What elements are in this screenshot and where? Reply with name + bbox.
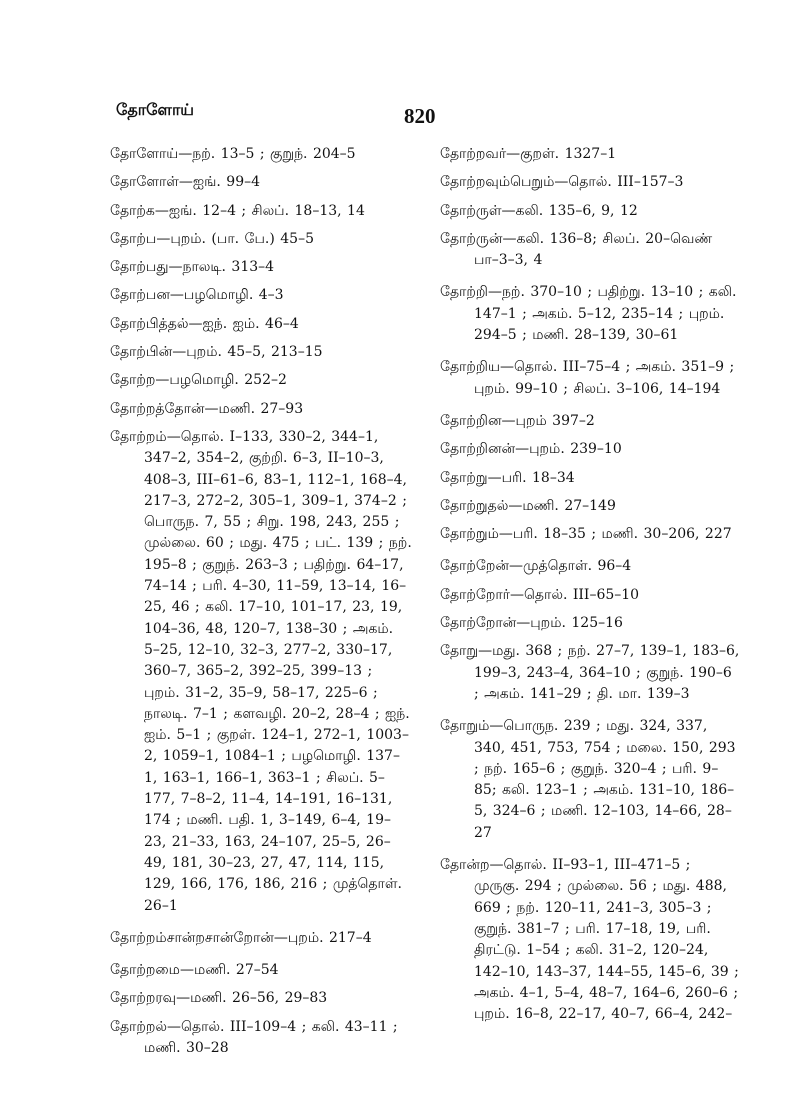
index-entry: தோறும்—பொருந. 239 ; மது. 324, 337, 340, 451, 753, 754 ; மலை. 150, 293 ; நற். 165–6 ; குறுந். 320–4 ; பரி. 9–85; கலி. 123–1 ; அகம். 131–10, 186–5, 324–6 ; மணி. 12–103, 14–66, 28–27 (440, 718, 736, 841)
index-entry: தோற்ப—புறம். (பா. பே.) 45–5 (110, 230, 314, 247)
index-entry: தோற்றம்சான்றசான்றோன்—புறம். 217–4 (110, 929, 372, 946)
index-entry: தோற்றினன்—புறம். 239–10 (440, 441, 622, 458)
index-entry: தோற்ருன்—கலி. 136–8; சிலப். 20–வெண் பா–3–3, 4 (440, 230, 713, 269)
index-entry: தோற்றுதல்—மணி. 27–149 (440, 497, 616, 514)
index-entry: தோற்றேன்—முத்தொள். 96–4 (440, 558, 632, 575)
index-entry: தோற்றவும்பெறும்—தொல். III–157–3 (440, 174, 684, 191)
index-entry: தோற்பின்—புறம். 45–5, 213–15 (110, 344, 323, 361)
index-entry: தோற்க—ஐங். 12–4 ; சிலப். 18–13, 14 (110, 202, 365, 219)
right-column (440, 144, 740, 1036)
index-entry: தோற்றோர்—தொல். III–65–10 (440, 586, 640, 603)
index-entry: தோளோய்—நற். 13–5 ; குறுந். 204–5 (110, 146, 356, 162)
index-entry: தோற்றரவு—மணி. 26–56, 29–83 (110, 990, 328, 1007)
index-entry: தோற்றவர்—குறள். 1327–1 (440, 146, 617, 162)
index-entry: தோற்பன—பழமொழி. 4–3 (110, 287, 284, 304)
index-entry: தோற்றமை—மணி. 27–54 (110, 962, 279, 979)
index-entry: தோற்றிய—தொல். III–75–4 ; அகம். 351–9 ; புறம். 99–10 ; சிலப். 3–106, 14–194 (440, 359, 735, 397)
running-head: தோளோய் (116, 100, 195, 119)
index-entry: தோற்பித்தல்—ஐந். ஐம். 46–4 (110, 315, 299, 332)
index-entry: தோற்றின—புறம் 397–2 (440, 412, 595, 429)
index-entry: தோற்றல்—தொல். III–109–4 ; கலி. 43–11 ; மணி. 30–28 (110, 1018, 398, 1056)
index-entry: தோற்றத்தோன்—மணி. 27–93 (110, 400, 304, 417)
index-entry: தோற்ருள்—கலி. 135–6, 9, 12 (440, 202, 638, 219)
index-entry: தோற்றம்—தொல். I–133, 330–2, 344–1, 347–2, 354–2, குற்றி. 6–3, II–10–3, 408–3, III–61–6, 83–1, 112–1, 168–4, 217–3, 272–2, 305–1, 309–1, 374–2 ; பொருந. 7, 55 ; சிறு. 198, 243, 255 ; முல்லை. 60 ; மது. 475 ; பட். 139 ; நற். 195–8 ; குறுந். 263–3 ; பதிற்று. 64–17, 74–14 ; பரி. 4–30, 11–59, 13–14, 16–25, 46 ; கலி. 17–10, 101–17, 23, 19, 104–36, 48, 120–7, 138–30 ; அகம். 5–25, 12–10, 32–3, 277–2, 330–17, 360–7, 365–2, 392–25, 399–13 ; புறம். 31–2, 35–9, 58–17, 225–6 ; நாலடி. 7–1 ; களவழி. 20–2, 28–4 ; ஐந். ஐம். 5–1 ; குறள். 124–1, 272–1, 1003–2, 1059–1, 1084–1 ; பழமொழி. 137–1, 163–1, 166–1, 363–1 ; சிலப். 5–177, 7–8–2, 11–4, 14–191, 16–131, 174 ; மணி. பதி. 1, 3–149, 6–4, 19–23, 21–33, 163, 24–107, 25–5, 26–49, 181, 30–23, 27, 47, 114, 115, 129, 166, 176, 186, 216 ; முத்தொள். 26–1 (110, 428, 412, 914)
left-column (110, 144, 412, 1066)
index-entry: தோறு—மது. 368 ; நற். 27–7, 139–1, 183–6, 199–3, 243–4, 364–10 ; குறுந். 190–6 ; அகம். 141–29 ; தி. மா. 139–3 (440, 643, 740, 702)
index-entry: தோற்றும்—பரி. 18–35 ; மணி. 30–206, 227 (440, 526, 732, 543)
index-entry: தோற்பது—நாலடி. 313–4 (110, 259, 275, 276)
index-entry: தோற்ற—பழமொழி. 252–2 (110, 372, 287, 389)
index-entry: தோற்றோன்—புறம். 125–16 (440, 615, 623, 632)
page-number: 820 (404, 104, 436, 128)
index-entry: தோன்ற—தொல். II–93–1, III–471–5 ; முருகு. 294 ; முல்லை. 56 ; மது. 488, 669 ; நற். 120–11, 241–3, 305–3 ; குறுந். 381–7 ; பரி. 17–18, 19, பரி. திரட்டு. 1–54 ; கலி. 31–2, 120–24, 142–10, 143–37, 144–55, 145–6, 39 ; அகம். 4–1, 5–4, 48–7, 164–6, 260–6 ; புறம். 16–8, 22–17, 40–7, 66–4, 242– (440, 857, 739, 1023)
index-entry: தோளோள்—ஐங். 99–4 (110, 174, 261, 191)
index-entry: தோற்றி—நற். 370–10 ; பதிற்று. 13–10 ; கலி. 147–1 ; அகம். 5–12, 235–14 ; புறம். 294–5 ; மணி. 28–139, 30–61 (440, 284, 737, 344)
index-entry: தோற்று—பரி. 18–34 (440, 469, 575, 486)
